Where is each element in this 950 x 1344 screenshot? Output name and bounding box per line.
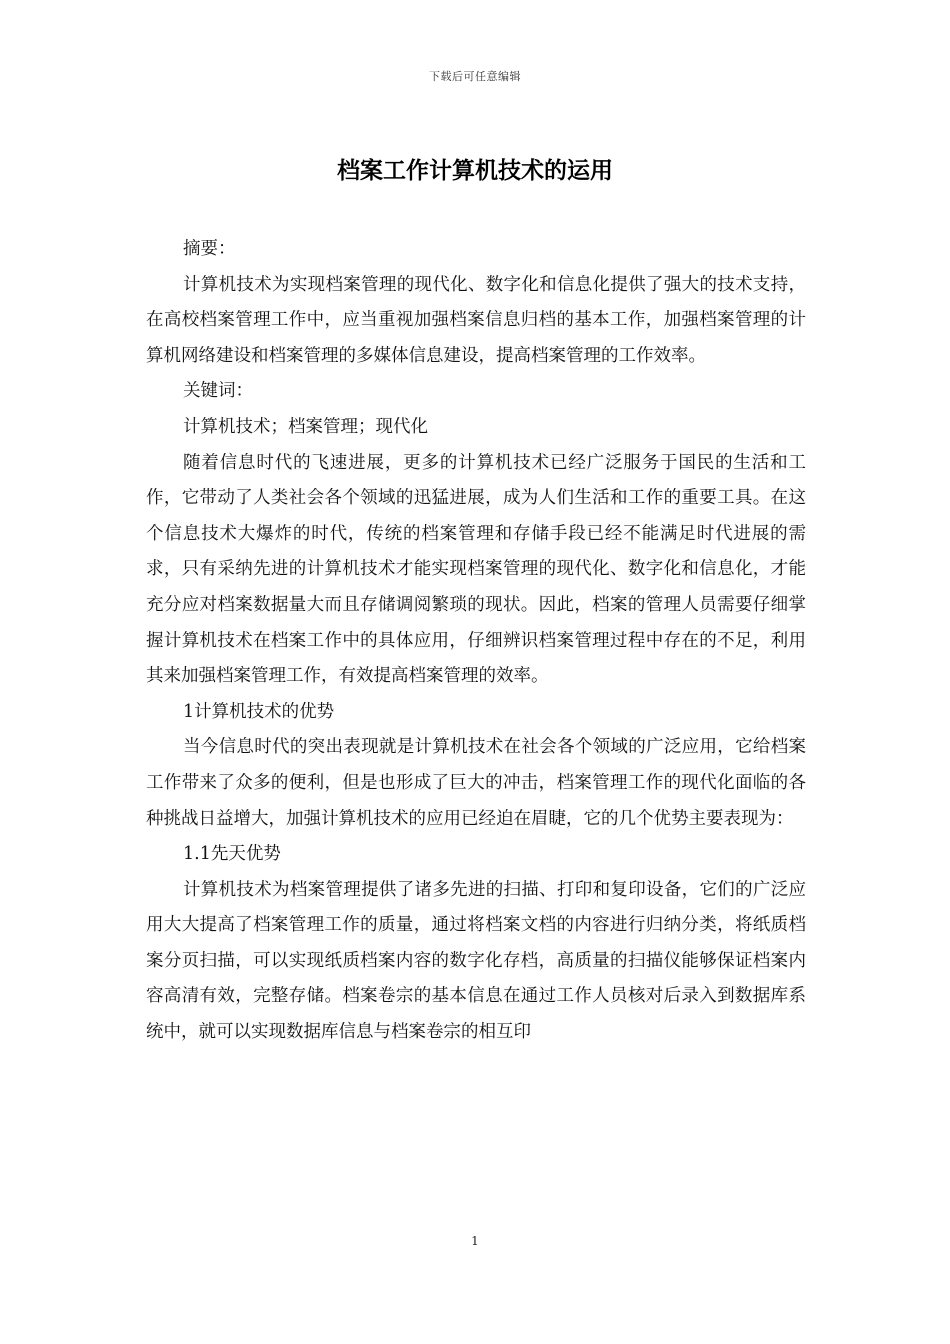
subsection-1-1-paragraph: 计算机技术为档案管理提供了诸多先进的扫描、打印和复印设备，它们的广泛应用大大提高了档案管理工作的质量，通过将档案文档的内容进行归纳分类，将纸质档案分页扫描，可以实现纸质档案内容的数字化存档，高质量的扫描仪能够保证档案内容高清有效，完整存储。档案卷宗的基本信息在通过工作人员核对后录入到数据库系统中，就可以实现数据库信息与档案卷宗的相互印	[146, 879, 806, 1043]
keywords-heading: 关键词：	[183, 381, 253, 402]
page-number: 1	[471, 1234, 479, 1248]
intro-paragraph: 随着信息时代的飞速进展，更多的计算机技术已经广泛服务于国民的生活和工作，它带动了人类社会各个领域的迅猛进展，成为人们生活和工作的重要工具。在这个信息技术大爆炸的时代，传统的档案管理和存储手段已经不能满足时代进展的需求，只有采纳先进的计算机技术才能实现档案管理的现代化、数字化和信息化，才能充分应对档案数据量大而且存储调阅繁琐的现状。因此，档案的管理人员需要仔细掌握计算机技术在档案工作中的具体应用，仔细辨识档案管理过程中存在的不足，利用其来加强档案管理工作，有效提高档案管理的效率。	[146, 452, 806, 687]
document-body	[146, 232, 806, 1051]
subsection-heading-1-1: 1.1先天优势	[183, 844, 281, 865]
abstract-heading: 摘要：	[183, 239, 236, 259]
document-title: 档案工作计算机技术的运用	[337, 158, 613, 184]
section-1-paragraph: 当今信息时代的突出表现就是计算机技术在社会各个领域的广泛应用，它给档案工作带来了众多的便利，但是也形成了巨大的冲击，档案管理工作的现代化面临的各种挑战日益增大，加强计算机技术的应用已经迫在眉睫，它的几个优势主要表现为：	[146, 737, 806, 829]
section-heading-1: 1计算机技术的优势	[183, 701, 335, 722]
header-note: 下载后可任意编辑	[429, 70, 521, 83]
abstract-text: 计算机技术为实现档案管理的现代化、数字化和信息化提供了强大的技术支持，在高校档案管理工作中，应当重视加强档案信息归档的基本工作，加强档案管理的计算机网络建设和档案管理的多媒体信息建设，提高档案管理的工作效率。	[146, 274, 806, 366]
keywords-text: 计算机技术；档案管理；现代化	[183, 416, 428, 437]
